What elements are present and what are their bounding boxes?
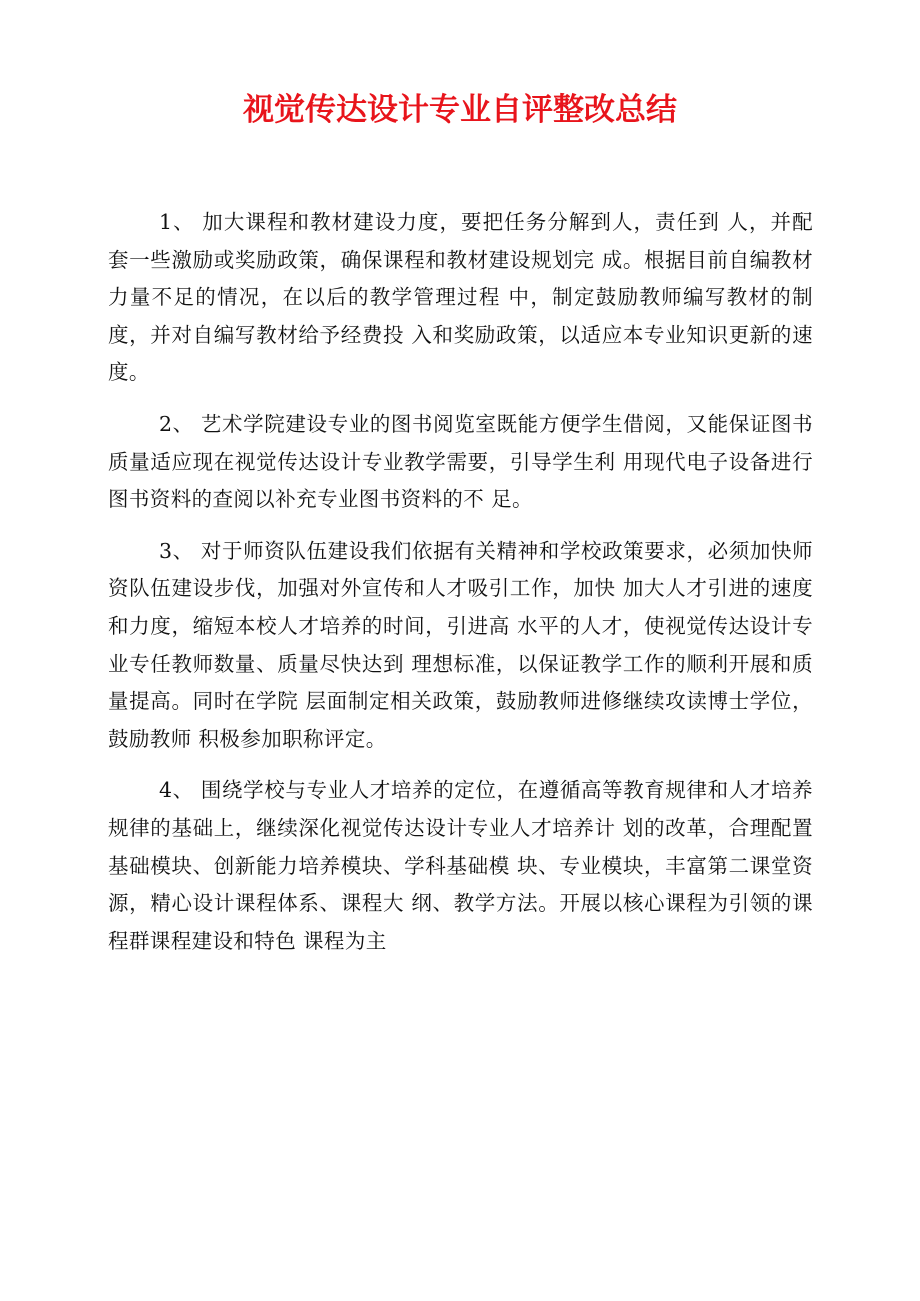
paragraph-3: 3、 对于师资队伍建设我们依据有关精神和学校政策要求，必须加快师资队伍建设步伐，加强对外宣传和人才吸引工作，加快 加大人才引进的速度和力度，缩短本校人才培养的时间，引进高 水平的人才，使视觉传达设计专业专任教师数量、质量尽快达到 理想标准，以保证教学工作的顺利开展和质量提高。同时在学院 层面制定相关政策，鼓励教师进修继续攻读博士学位，鼓励教师 积极参加职称评定。 [108, 538, 813, 751]
paragraph-2: 2、 艺术学院建设专业的图书阅览室既能方便学生借阅，又能保证图书质量适应现在视觉传达设计专业教学需要，引导学生利 用现代电子设备进行图书资料的查阅以补充专业图书资料的不 足。 [108, 411, 813, 512]
document-body [108, 204, 813, 960]
paragraph-4: 4、 围绕学校与专业人才培养的定位，在遵循高等教育规律和人才培养规律的基础上，继续深化视觉传达设计专业人才培养计 划的改革，合理配置基础模块、创新能力培养模块、学科基础模 块、专业模块，丰富第二课堂资源，精心设计课程体系、课程大 纲、教学方法。开展以核心课程为引领的课程群课程建设和特色 课程为主 [108, 778, 813, 953]
document-title: 视觉传达设计专业自评整改总结 [243, 92, 677, 128]
paragraph-1: 1、 加大课程和教材建设力度，要把任务分解到人，责任到 人，并配套一些激励或奖励政策，确保课程和教材建设规划完 成。根据目前自编教材力量不足的情况，在以后的教学管理过程 中，制定鼓励教师编写教材的制度，并对自编写教材给予经费投 入和奖励政策，以适应本专业知识更新的速度。 [108, 210, 813, 385]
